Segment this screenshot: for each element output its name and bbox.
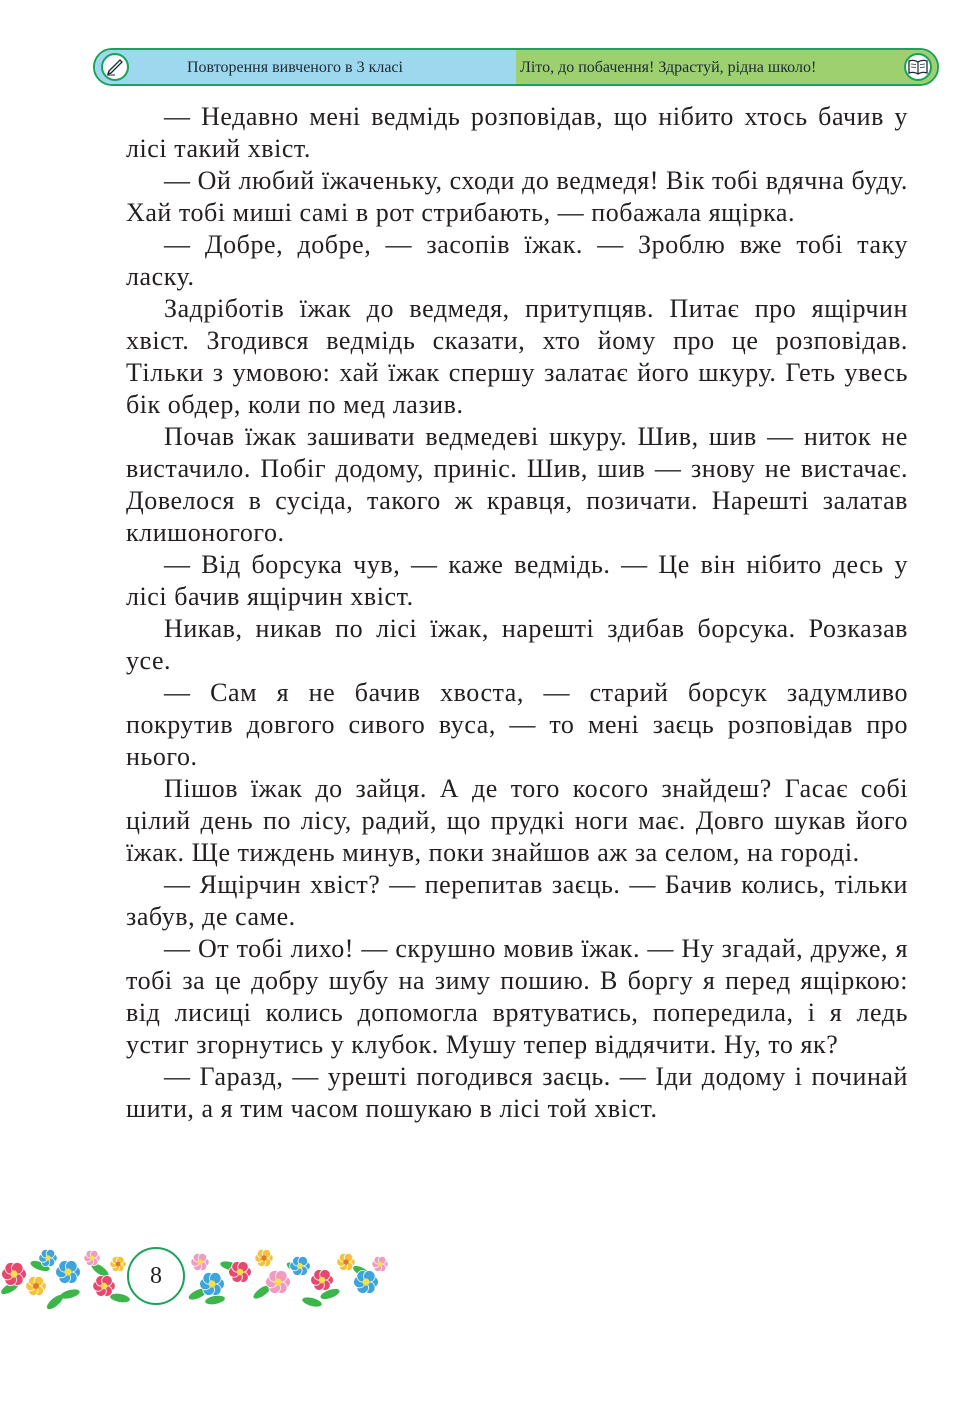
paragraph: — Ой любий їжаченьку, сходи до ведмедя! Вік тобі вдячна буду. Хай тобі миші самі в рот стрибають, — побажала ящірка.	[126, 166, 908, 227]
topic-title-panel	[516, 50, 937, 84]
paragraph: Почав їжак зашивати ведмедеві шкуру. Шив, шив — ниток не вистачило. Побіг додому, приніс. Шив, шив — знову не вистачає. Довелося в сусіда, такого ж кравця, позичати. Нарешті залатав клишоногого.	[126, 422, 908, 547]
section-title-panel	[95, 50, 516, 84]
flower	[200, 1273, 225, 1296]
paragraph: — Гаразд, — урешті погодився заєць. — Іди додому і починай шити, а я тим часом пошукаю в лісі той хвіст.	[126, 1062, 908, 1123]
open-book-icon	[904, 53, 932, 81]
flower	[266, 1271, 291, 1294]
paragraph: — Від борсука чув, — каже ведмідь. — Це він нібито десь у лісі бачив ящірчин хвіст.	[126, 550, 908, 611]
paragraph: — Сам я не бачив хвоста, — старий борсук задумливо покрутив довгого сивого вуса, — то мені заєць розповідав про нього.	[126, 678, 908, 771]
flower	[290, 1256, 311, 1275]
flower	[84, 1250, 100, 1265]
page-number: 8	[150, 1262, 162, 1289]
paragraph: Никав, никав по лісі їжак, нарешті здибав борсука. Розказав усе.	[126, 614, 908, 675]
flower	[372, 1256, 388, 1271]
flower	[311, 1270, 334, 1291]
topic-title: Літо, до побачення! Здрастуй, рідна школо!	[520, 59, 817, 76]
leaf	[204, 1294, 225, 1305]
flower	[26, 1276, 47, 1295]
paragraph: Пішов їжак до зайця. А де того косого знайдеш? Гасає собі цілий день по лісу, радий, що прудкі ноги має. Довго шукав його їжак. Ще тиждень минув, поки знайшов аж за селом, на городі.	[126, 774, 908, 867]
page-footer	[0, 1236, 390, 1316]
paragraph: Задріботів їжак до ведмедя, притупцяв. Питає про ящірчин хвіст. Згодився ведмідь сказати, хто йому про це розповідав. Тільки з умовою: хай їжак спершу залатає його шкуру. Геть увесь бік обдер, коли по мед лазив.	[126, 294, 908, 419]
flower	[191, 1253, 209, 1270]
leaf	[45, 1293, 65, 1312]
paragraph: — Ящірчин хвіст? — перепитав заєць. — Бачив колись, тільки забув, де саме.	[126, 870, 908, 931]
paragraph: — Недавно мені ведмідь розповідав, що нібито хтось бачив у лісі такий хвіст.	[126, 102, 908, 163]
page-number-badge	[127, 1247, 185, 1305]
flower	[337, 1253, 355, 1270]
leaf	[109, 1292, 130, 1303]
chapter-header-bar	[93, 48, 939, 86]
flower	[110, 1256, 126, 1271]
flower	[39, 1249, 58, 1266]
section-title: Повторення вивченого в 3 класі	[187, 59, 403, 76]
flower	[2, 1263, 27, 1286]
story-text	[126, 101, 908, 1125]
flower	[354, 1271, 379, 1294]
paragraph: — От тобі лихо! — скрушно мовив їжак. — Ну згадай, друже, я тобі за це добру шубу на зиму пошию. В боргу я перед ящіркою: від лисиці колись допомогла врятуватись, попередила, і я ледь устиг згорнутись у клубок. Мушу тепер віддячити. Ну, то як?	[126, 934, 908, 1059]
pen-icon	[101, 53, 129, 81]
flower	[56, 1261, 81, 1284]
flower	[255, 1249, 273, 1266]
flower	[93, 1276, 116, 1297]
leaf	[301, 1296, 322, 1309]
flower	[229, 1262, 252, 1283]
paragraph: — Добре, добре, — засопів їжак. — Зроблю вже тобі таку ласку.	[126, 230, 908, 291]
flower-garland	[0, 1236, 390, 1316]
